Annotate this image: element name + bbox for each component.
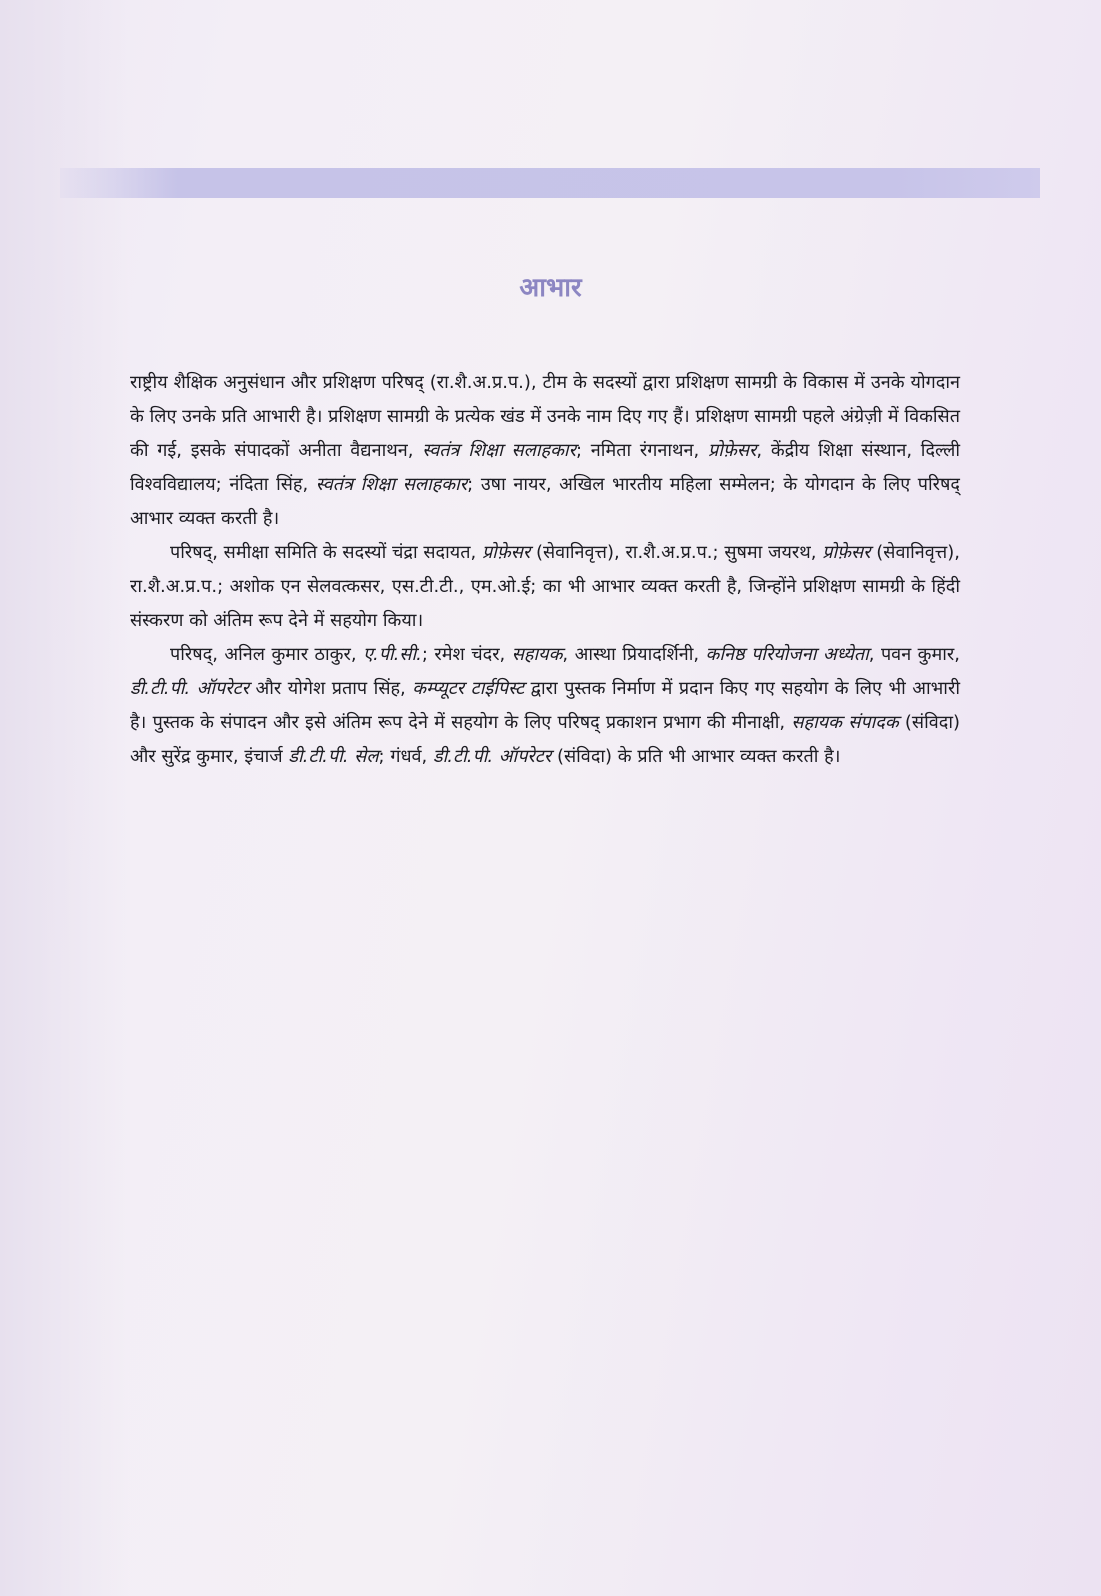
text-run: परिषद्, समीक्षा समिति के सदस्यों चंद्रा सदायत, [170, 542, 482, 563]
italic-designation: कनिष्ठ परियोजना अध्येता [705, 644, 869, 665]
paragraph-2 [130, 536, 960, 638]
text-run: राष्ट्रीय शैक्षिक अनुसंधान और प्रशिक्षण परिषद् (रा.शै.अ.प्र.प.), टीम के सदस्यों द्वारा प्रशिक्षण सामग्री के विकास में उनके योगदान के लिए उनके प्रति आभारी है। प्रशिक्षण सामग्री के प्रत्येक खंड में उनके नाम दिए गए हैं। प्रशिक्षण सामग्री पहले अंग्रेज़ी में विकसित की गई, इसके संपादकों अनीता वैद्यनाथन, [130, 372, 960, 461]
italic-designation: सहायक संपादक [791, 712, 899, 733]
text-run: ; गंधर्व, [378, 746, 433, 767]
italic-designation: स्वतंत्र शिक्षा सलाहकार [315, 474, 468, 495]
text-run: (संविदा) और सुरेंद्र कुमार, इंचार्ज [130, 712, 961, 767]
text-run: और योगेश प्रताप सिंह, [249, 678, 413, 699]
text-run: द्वारा पुस्तक निर्माण में प्रदान किए गए सहयोग के लिए भी आभारी है। पुस्तक के संपादन और इसे अंतिम रूप देने में सहयोग के लिए परिषद् प्रकाशन प्रभाग की मीनाक्षी, [130, 678, 960, 733]
text-run: (सेवानिवृत्त), रा.शै.अ.प्र.प.; अशोक एन सेलवत्कसर, एस.टी.टी., एम.ओ.ई; का भी आभार व्यक्त करती है, जिन्होंने प्रशिक्षण सामग्री के हिंदी संस्करण को अंतिम रूप देने में सहयोग किया। [130, 542, 960, 631]
text-run: ; रमेश चंदर, [421, 644, 512, 665]
header-decorative-band [60, 168, 1040, 198]
text-run: (सेवानिवृत्त), रा.शै.अ.प्र.प.; सुषमा जयरथ, [530, 542, 823, 563]
italic-designation: प्रोफ़ेसर [822, 542, 871, 563]
italic-designation: ए.पी.सी. [363, 644, 422, 665]
italic-designation: डी.टी.पी. ऑपरेटर [130, 678, 250, 699]
italic-designation: कम्प्यूटर टाईपिस्ट [412, 678, 525, 699]
paragraph-1 [130, 366, 960, 536]
acknowledgement-body [130, 366, 960, 774]
text-run: ; उषा नायर, अखिल भारतीय महिला सम्मेलन; के योगदान के लिए परिषद् आभार व्यक्त करती है। [130, 474, 960, 529]
text-run: , केंद्रीय शिक्षा संस्थान, दिल्ली विश्वविद्यालय; नंदिता सिंह, [130, 440, 961, 495]
text-run: ; नमिता रंगनाथन, [575, 440, 709, 461]
italic-designation: डी.टी.पी. ऑपरेटर [433, 746, 552, 767]
italic-designation: प्रोफ़ेसर [481, 542, 531, 563]
italic-designation: सहायक [511, 644, 563, 665]
paragraph-3 [130, 638, 960, 774]
italic-designation: डी.टी.पी. सेल [288, 746, 379, 767]
text-run: (संविदा) के प्रति भी आभार व्यक्त करती है। [551, 746, 841, 767]
text-run: परिषद्, अनिल कुमार ठाकुर, [170, 644, 364, 665]
page-title: आभार [519, 273, 582, 303]
text-run: , पवन कुमार, [868, 644, 960, 665]
page-left-shadow [0, 0, 130, 1596]
italic-designation: स्वतंत्र शिक्षा सलाहकार [422, 440, 576, 461]
text-run: , आस्था प्रियादर्शिनी, [562, 644, 706, 665]
italic-designation: प्रोफ़ेसर [708, 440, 757, 461]
